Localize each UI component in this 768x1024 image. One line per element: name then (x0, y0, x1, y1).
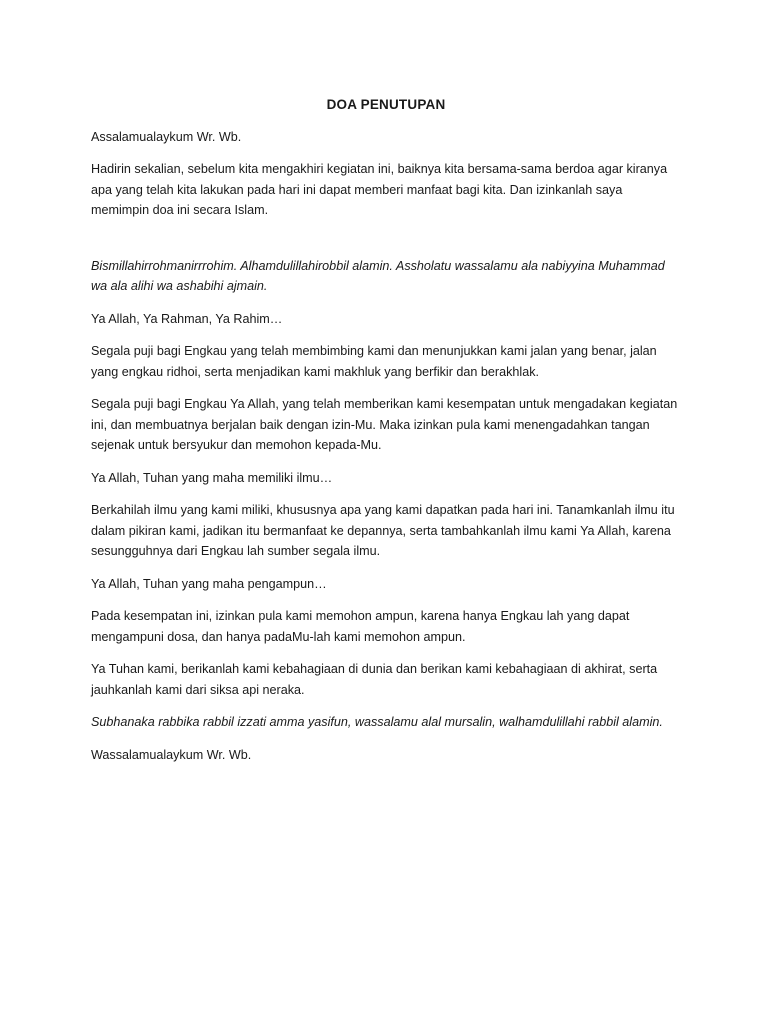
document-title: DOA PENUTUPAN (326, 97, 446, 112)
farewell-paragraph: Wassalamualaykum Wr. Wb. (91, 747, 252, 762)
knowledge-prayer-paragraph: Berkahilah ilmu yang kami miliki, khususnya apa yang kami dapatkan pada hari ini. Tanamkanlah ilmu itu dalam pikiran kami, jadikan itu bermanfaat ke depannya, serta tambahkanlah ilmu kami Ya Allah, karena sesungguhnya dari Engkau lah sumber segala ilmu. (91, 503, 675, 558)
invocation-paragraph-2: Ya Allah, Tuhan yang maha memiliki ilmu… (91, 470, 333, 485)
paragraph-spacer (91, 233, 681, 256)
forgiveness-prayer-paragraph: Pada kesempatan ini, izinkan pula kami memohon ampun, karena hanya Engkau lah yang dapat mengampuni dosa, dan hanya padaMu-lah kami memohon ampun. (91, 609, 630, 644)
closing-prayer-paragraph: Subhanaka rabbika rabbil izzati amma yasifun, wassalamu alal mursalin, walhamdulillahi rabbil alamin. (91, 715, 663, 729)
opening-prayer-paragraph: Bismillahirrohmanirrrohim. Alhamdulillahirobbil alamin. Assholatu wassalamu ala nabiyyina Muhammad wa ala alihi wa ashabihi ajmain. (91, 258, 665, 293)
praise-paragraph-2: Segala puji bagi Engkau Ya Allah, yang telah memberikan kami kesempatan untuk mengadakan kegiatan ini, dan membuatnya berjalan baik dengan izin-Mu. Maka izinkan pula kami menengadahkan tangan sejenak untuk bersyukur dan memohon kepada-Mu. (91, 397, 678, 452)
praise-paragraph-1: Segala puji bagi Engkau yang telah membimbing kami dan menunjukkan kami jalan yang benar, jalan yang engkau ridhoi, serta menjadikan kami makhluk yang berfikir dan berakhlak. (91, 344, 657, 379)
intro-paragraph: Hadirin sekalian, sebelum kita mengakhiri kegiatan ini, baiknya kita bersama-sama berdoa agar kiranya apa yang telah kita lakukan pada hari ini dapat memberi manfaat bagi kita. Dan izinkanlah saya memimpin doa ini secara Islam. (91, 162, 668, 217)
happiness-prayer-paragraph: Ya Tuhan kami, berikanlah kami kebahagiaan di dunia dan berikan kami kebahagiaan di akhirat, serta jauhkanlah kami dari siksa api neraka. (91, 662, 658, 697)
greeting-paragraph: Assalamualaykum Wr. Wb. (91, 129, 242, 144)
document-body (91, 95, 681, 777)
invocation-paragraph-1: Ya Allah, Ya Rahman, Ya Rahim… (91, 311, 283, 326)
invocation-paragraph-3: Ya Allah, Tuhan yang maha pengampun… (91, 576, 327, 591)
